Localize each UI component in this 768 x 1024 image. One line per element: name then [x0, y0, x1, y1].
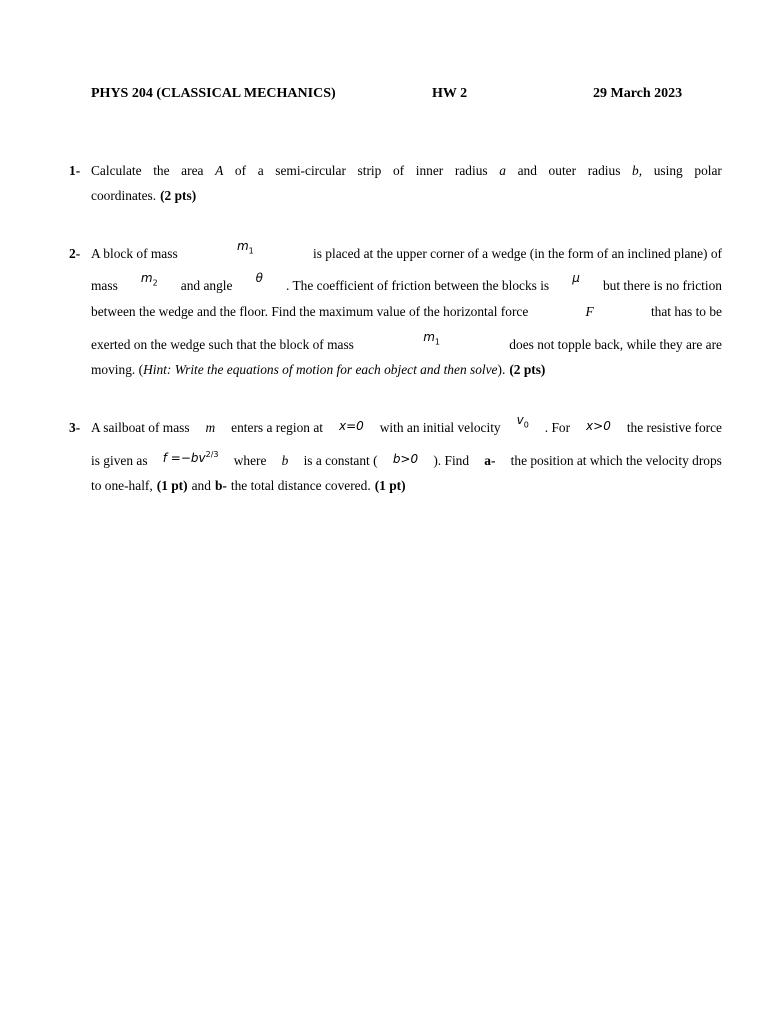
math-m1: $m_1$ [236, 239, 254, 256]
hint-text: Hint: Write the equations of motion for each object and then solve [143, 362, 498, 377]
text-line: A block of mass $m_1$ is placed at the upper corner of a wedge (in the form of an inclined plane) of [91, 239, 722, 261]
math-m2: $m_2$ [140, 271, 158, 288]
math-x-positive: x>0 [586, 419, 611, 433]
variable-a: a [499, 163, 506, 178]
math-theta: θ [255, 271, 263, 285]
variable-F: F [585, 304, 594, 319]
problem-number: 1- [69, 163, 81, 178]
homework-label: HW 2 [432, 86, 468, 101]
math-m1: $m_1$ [423, 330, 440, 347]
math-resistive-force: $f =-bv^{2/3}$ [162, 450, 219, 465]
text-line: mass $m_2$ and angle θ . The coefficient of friction between the blocks is μ but there is no friction [91, 271, 722, 293]
course-title: PHYS 204 (CLASSICAL MECHANICS) [91, 86, 336, 101]
variable-b: b [281, 453, 289, 468]
text-line: Calculate the area A of a semi-circular strip of inner radius a and outer radius b, using polar [91, 163, 722, 178]
text-line: is given as $f =-bv^{2/3}$ where b is a constant ( b>0 ). Find a- the position at which the velocity drops [91, 450, 722, 468]
text-line: between the wedge and the floor. Find the maximum value of the horizontal force F that has to be [91, 304, 722, 319]
math-mu: μ [572, 271, 580, 285]
text-line: A sailboat of mass m enters a region at x=0 with an initial velocity $v_0$ . For x>0 the resistive force [91, 413, 722, 435]
math-b-positive: b>0 [392, 452, 419, 466]
homework-date: 29 March 2023 [593, 86, 683, 101]
variable-m: m [205, 420, 216, 435]
text-line: exerted on the wedge such that the block of mass $m_1$ does not topple back, while they are are [91, 330, 722, 352]
problem-number: 3- [69, 420, 81, 435]
math-v0: $v_0$ [516, 413, 529, 430]
variable-b: b, [632, 163, 643, 178]
text-line: moving. ( Hint: Write the equations of motion for each object and then solve ). (2 pts) [91, 362, 546, 377]
variable-A: A [215, 163, 224, 178]
points-label: (1 pt) [374, 478, 406, 493]
problem-number: 2- [69, 246, 81, 261]
text-line: to one-half, (1 pt) and b- the total distance covered. (1 pt) [91, 478, 406, 493]
points-label: (2 pts) [509, 362, 546, 377]
part-a-label: a- [484, 453, 496, 468]
part-b-label: b- [214, 478, 227, 493]
text-line: coordinates. (2 pts) [91, 188, 197, 203]
points-label: (1 pt) [156, 478, 188, 493]
math-x-equals-0: x=0 [338, 419, 364, 433]
points-label: (2 pts) [160, 188, 197, 203]
